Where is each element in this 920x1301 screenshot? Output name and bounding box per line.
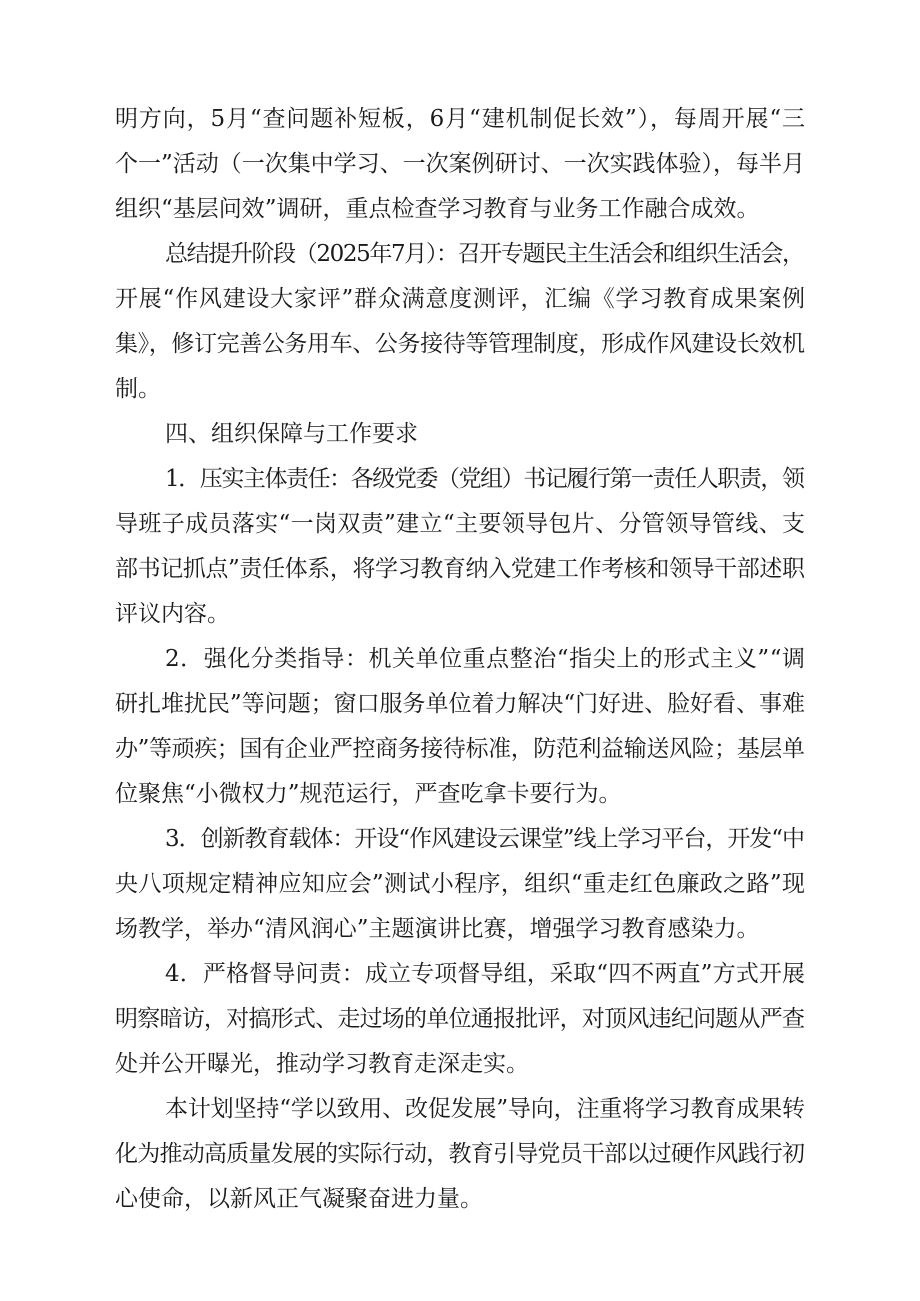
text-line: 明方向，5月“查问题补短板，6月“建机制促长效”），每周开展“三 — [115, 106, 806, 132]
text-line: 化为推动高质量发展的实际行动，教育引导党员干部以过硬作风践行初 — [115, 1141, 805, 1167]
text-line: 本计划坚持“学以致用、改促发展”导向，注重将学习教育成果转 — [165, 1096, 805, 1122]
text-line: 4．严格督导问责：成立专项督导组，采取“四不两直”方式开展 — [165, 961, 806, 987]
text-line: 制。 — [115, 376, 161, 402]
text-line: 场教学，举办“清风润心”主题演讲比赛，增强学习教育感染力。 — [115, 916, 760, 942]
text-line: 3．创新教育载体：开设“作风建设云课堂”线上学习平台，开发“中 — [165, 826, 804, 852]
text-line: 导班子成员落实“一岗双责”建立“主要领导包片、分管领导管线、支 — [115, 511, 806, 537]
text-line: 部书记抓点”责任体系，将学习教育纳入党建工作考核和领导干部述职 — [115, 556, 805, 582]
text-line: 办”等顽疾；国有企业严控商务接待标准，防范利益输送风险；基层单 — [115, 736, 805, 762]
text-line: 央八项规定精神应知应会”测试小程序，组织“重走红色廉政之路”现 — [115, 871, 806, 897]
text-line: 2．强化分类指导：机关单位重点整治“指尖上的形式主义”“调 — [165, 646, 806, 672]
text-line: 开展“作风建设大家评”群众满意度测评，汇编《学习教育成果案例 — [115, 286, 806, 312]
text-line: 心使命，以新风正气凝聚奋进力量。 — [115, 1186, 483, 1212]
text-line: 研扎堆扰民”等问题；窗口服务单位着力解决“门好进、脸好看、事难 — [115, 691, 805, 717]
text-line: 明察暗访，对搞形式、走过场的单位通报批评，对顶风违纪问题从严查 — [115, 1006, 805, 1032]
text-line: 1．压实主体责任：各级党委（党组）书记履行第一责任人职责，领 — [165, 466, 804, 492]
text-line: 组织“基层问效”调研，重点检查学习教育与业务工作融合成效。 — [115, 196, 760, 222]
text-line: 评议内容。 — [115, 601, 230, 627]
text-line: 个一”活动（一次集中学习、一次案例研讨、一次实践体验），每半月 — [115, 151, 805, 177]
text-line: 总结提升阶段（2025年7月）：召开专题民主生活会和组织生活会， — [165, 241, 804, 267]
section-heading: 四、组织保障与工作要求 — [165, 421, 418, 447]
text-line: 集》，修订完善公务用车、公务接待等管理制度，形成作风建设长效机 — [115, 331, 805, 357]
text-line: 位聚焦“小微权力”规范运行，严查吃拿卡要行为。 — [115, 781, 622, 807]
text-line: 处并公开曝光，推动学习教育走深走实。 — [115, 1051, 529, 1077]
